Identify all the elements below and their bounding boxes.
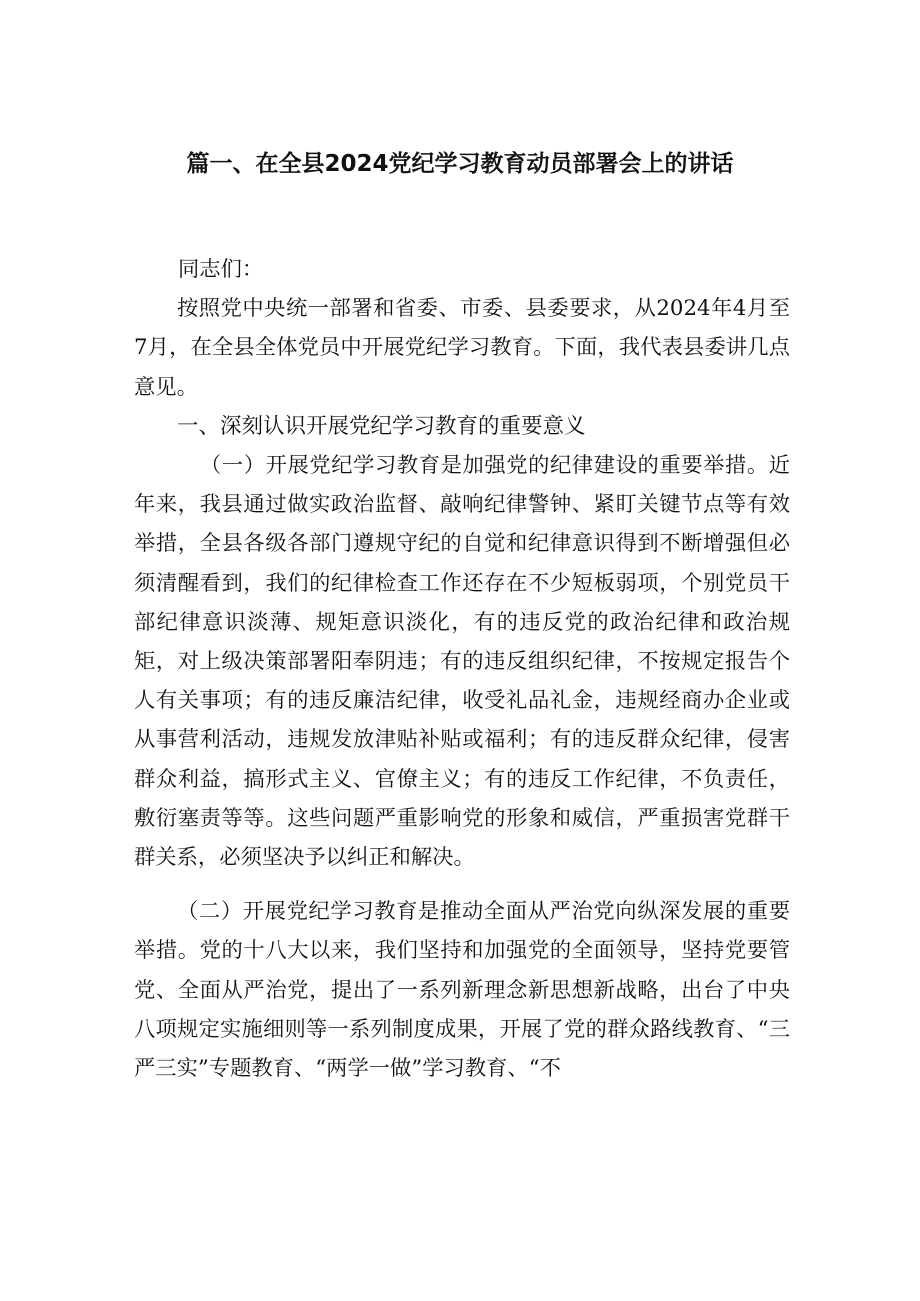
document-title: 篇一、在全县2024党纪学习教育动员部署会上的讲话 — [186, 151, 734, 177]
paragraph-2: （二）开展党纪学习教育是推动全面从严治党向纵深发展的重要举措。党的十八大以来，我们坚持和加强党的全面领导，坚持党要管党、全面从严治党，提出了一系列新理念新思想新战略，出台了中央八项规定实施细则等一系列制度成果，开展了党的群众路线教育、“三严三实”专题教育、“两学一做”学习教育、“不 — [134, 899, 790, 1082]
section-heading: 一、深刻认识开展党纪学习教育的重要意义 — [177, 413, 586, 439]
paragraph-1: （一）开展党纪学习教育是加强党的纪律建设的重要举措。近年来，我县通过做实政治监督、敲响纪律警钟、紧盯关键节点等有效举措，全县各级各部门遵规守纪的自觉和纪律意识得到不断增强但必须清醒看到，我们的纪律检查工作还存在不少短板弱项，个别党员干部纪律意识淡薄、规矩意识淡化，有的违反党的政治纪律和政治规矩，对上级决策部署阳奉阴违；有的违反组织纪律，不按规定报告个人有关事项；有的违反廉洁纪律，收受礼品礼金，违规经商办企业或从事营利活动，违规发放津贴补贴或福利；有的违反群众纪律，侵害群众利益，搞形式主义、官僚主义；有的违反工作纪律，不负责任，敷衍塞责等等。这些问题严重影响党的形象和威信，严重损害党群干群关系，必须坚决予以纠正和解决。 — [134, 453, 790, 871]
document-body — [134, 250, 790, 1088]
paragraph-gap — [134, 877, 790, 892]
greeting: 同志们： — [178, 257, 264, 282]
intro-paragraph: 按照党中央统一部署和省委、市委、县委要求，从2024年4月至7月，在全县全体党员中开展党纪学习教育。下面，我代表县委讲几点意见。 — [134, 296, 790, 400]
